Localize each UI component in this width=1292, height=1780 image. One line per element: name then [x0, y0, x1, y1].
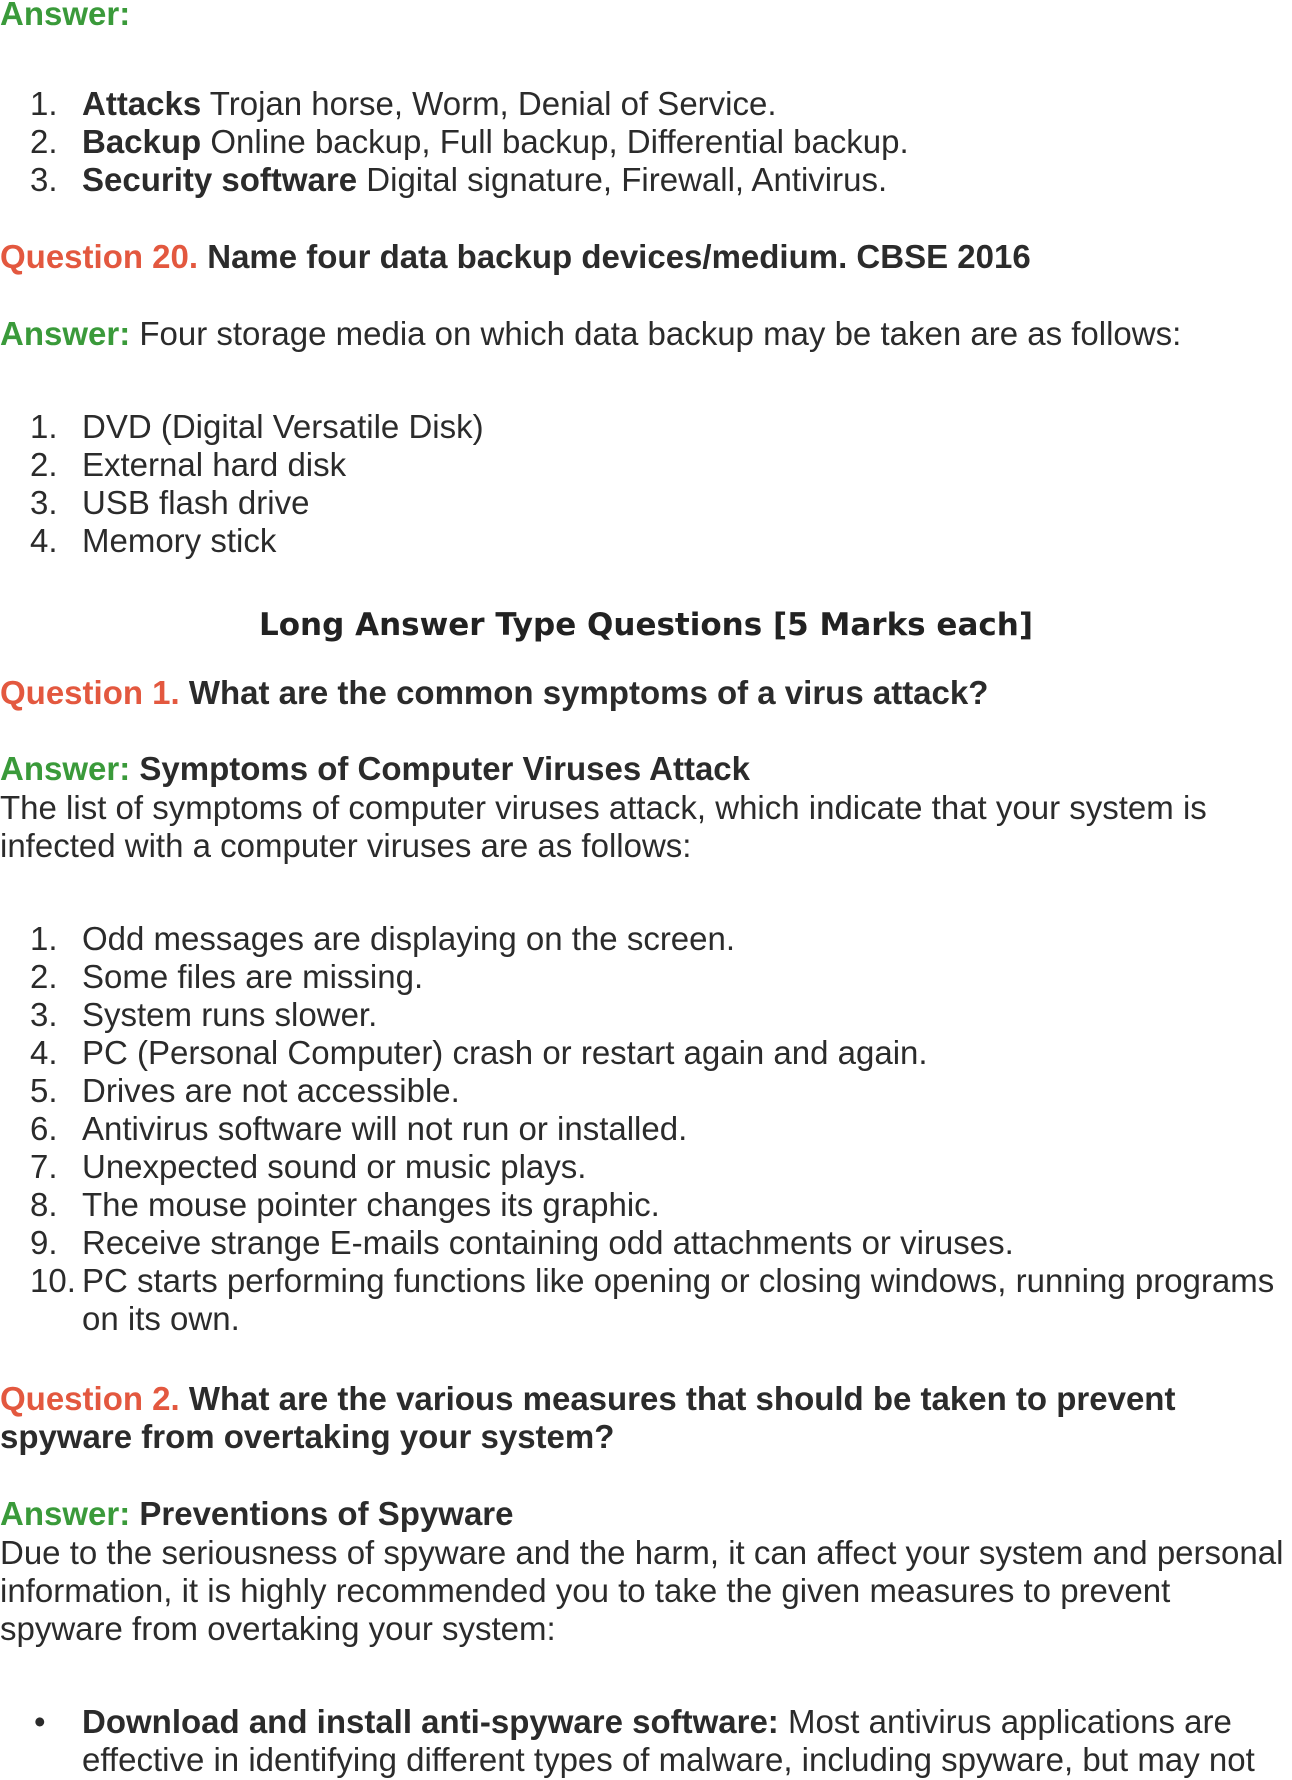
list-number: 3. — [30, 484, 58, 521]
list-number: 2. — [30, 446, 58, 483]
list-number: 3. — [30, 996, 58, 1033]
list-text: on its own. — [82, 1300, 240, 1337]
question-text: What are the common symptoms of a virus attack? — [179, 674, 989, 711]
answer-20 — [0, 315, 1292, 353]
paragraph-line: spyware from overtaking your system: — [0, 1610, 556, 1647]
list-text: Backup Online backup, Full backup, Differential backup. — [82, 123, 909, 160]
question-text: What are the various measures that should be taken to prevent — [179, 1380, 1176, 1417]
list-number: 4. — [30, 1034, 58, 1071]
section-title: Long Answer Type Questions [5 Marks each] — [258, 607, 1033, 643]
list-text: Download and install anti-spyware software: Most antivirus applications are — [82, 1703, 1232, 1740]
bullet-icon: • — [34, 1703, 46, 1740]
list-text: USB flash drive — [82, 484, 310, 521]
answer-label: Answer: — [0, 0, 131, 32]
paragraph-line: The list of symptoms of computer viruses attack, which indicate that your system is — [0, 789, 1207, 826]
list-number: 1. — [30, 85, 58, 122]
list-text: Unexpected sound or music plays. — [82, 1148, 587, 1185]
list-number: 1. — [30, 408, 58, 445]
question-label: Question 2. — [0, 1380, 180, 1417]
list-number: 7. — [30, 1148, 58, 1185]
answer-text: Four storage media on which data backup may be taken are as follows: — [130, 315, 1182, 352]
list-text: Security software Digital signature, Firewall, Antivirus. — [82, 161, 888, 198]
list-text: Antivirus software will not run or installed. — [82, 1110, 688, 1147]
list-number: 8. — [30, 1186, 58, 1223]
answer-label: Answer: — [0, 315, 131, 352]
question-label: Question 1. — [0, 674, 180, 711]
list-text: Drives are not accessible. — [82, 1072, 460, 1109]
list-text: PC starts performing functions like opening or closing windows, running programs — [82, 1262, 1275, 1299]
list-text: Memory stick — [82, 522, 277, 559]
list-text: Some files are missing. — [82, 958, 424, 995]
list-text: PC (Personal Computer) crash or restart again and again. — [82, 1034, 928, 1071]
list-number: 2. — [30, 958, 58, 995]
list-text: Odd messages are displaying on the screen. — [82, 920, 736, 957]
answer-label: Answer: — [0, 1495, 131, 1532]
list-number: 6. — [30, 1110, 58, 1147]
list-text: Attacks Trojan horse, Worm, Denial of Service. — [82, 85, 777, 122]
list-number: 3. — [30, 161, 58, 198]
answer-heading: Preventions of Spyware — [130, 1495, 514, 1532]
question-label: Question 20. — [0, 238, 199, 275]
list-number: 1. — [30, 920, 58, 957]
list-text: External hard disk — [82, 446, 347, 483]
question-20 — [0, 238, 1292, 276]
list-number: 9. — [30, 1224, 58, 1261]
answer-2 — [0, 1495, 1292, 1533]
list-text: Receive strange E-mails containing odd attachments or viruses. — [82, 1224, 1014, 1261]
list-text: DVD (Digital Versatile Disk) — [82, 408, 484, 445]
list-number: 4. — [30, 522, 58, 559]
list-text: effective in identifying different types of malware, including spyware, but may not — [82, 1741, 1255, 1778]
list-text: The mouse pointer changes its graphic. — [82, 1186, 660, 1223]
question-2 — [0, 1380, 1292, 1418]
list-number: 10. — [30, 1262, 76, 1299]
list-number: 5. — [30, 1072, 58, 1109]
question-text: Name four data backup devices/medium. CBSE 2016 — [198, 238, 1031, 275]
question-text-line2: spyware from overtaking your system? — [0, 1418, 615, 1455]
question-1 — [0, 674, 1292, 712]
answer-1 — [0, 750, 1292, 788]
answer-heading: Symptoms of Computer Viruses Attack — [130, 750, 751, 787]
paragraph-line: infected with a computer viruses are as follows: — [0, 827, 692, 864]
paragraph-line: information, it is highly recommended you to take the given measures to prevent — [0, 1572, 1171, 1609]
answer-label: Answer: — [0, 750, 131, 787]
list-text: System runs slower. — [82, 996, 378, 1033]
paragraph-line: Due to the seriousness of spyware and the harm, it can affect your system and personal — [0, 1534, 1284, 1571]
answer-heading — [0, 0, 1292, 33]
list-number: 2. — [30, 123, 58, 160]
